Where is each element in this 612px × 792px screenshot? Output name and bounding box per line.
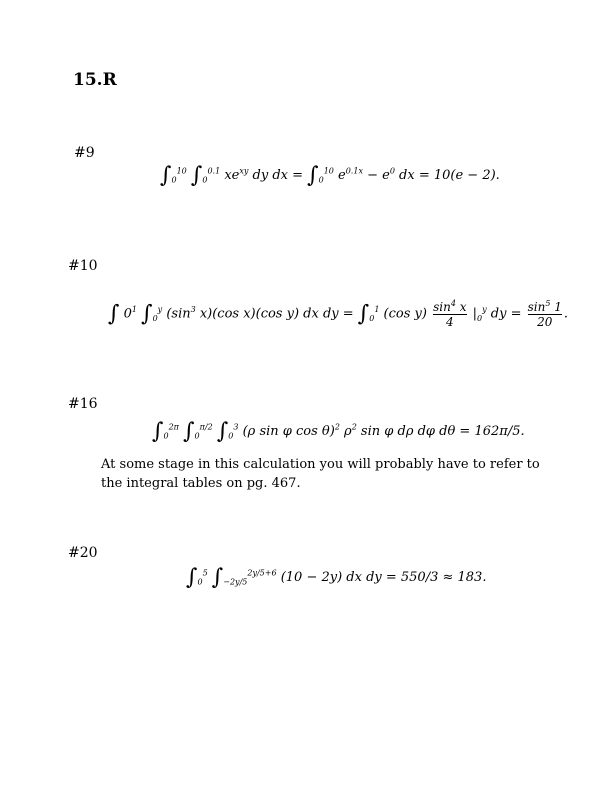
problem-number: #16 <box>68 396 98 412</box>
problem-number: #20 <box>68 545 98 561</box>
note-text: At some stage in this calculation you will probably have to refer to the integral tables on pg. 467. <box>101 457 540 491</box>
problem-equation: $\int_0^{10}$ $\int_0^{0.1}$ $xe^{xy}$ dy dx = $\int_0^{10}$ $e^{0.1x} - e^0$ dx = 10(e − 2). <box>160 163 500 188</box>
problem-equation: $\int_0^5$ $\int_{-2y/5}^{2y/5+6}$ (10 − 2y) dx dy = 550/3 ≈ 183. <box>186 565 487 590</box>
section-heading: 15.R <box>73 70 117 90</box>
problem-equation: ∫ $0^1$ $\int_0^y$ ($\sin^3$ x)(cos x)(cos y) dx dy = $\int_0^1$ (cos y) $\frac{\sin^4 x}{4}$ $|_0^y$ dy = $\frac{\sin^5 1}{20}$ . <box>108 299 569 329</box>
problem-equation: $\int_0^{2\pi}$ $\int_0^{\pi/2}$ $\int_0^3$ (ρ sin φ cos θ)$^2$ $\rho^2$ sin φ dρ dφ dθ = 162π/5. <box>152 419 525 444</box>
problem-number: #10 <box>68 258 98 274</box>
problem-number: #9 <box>74 145 95 161</box>
